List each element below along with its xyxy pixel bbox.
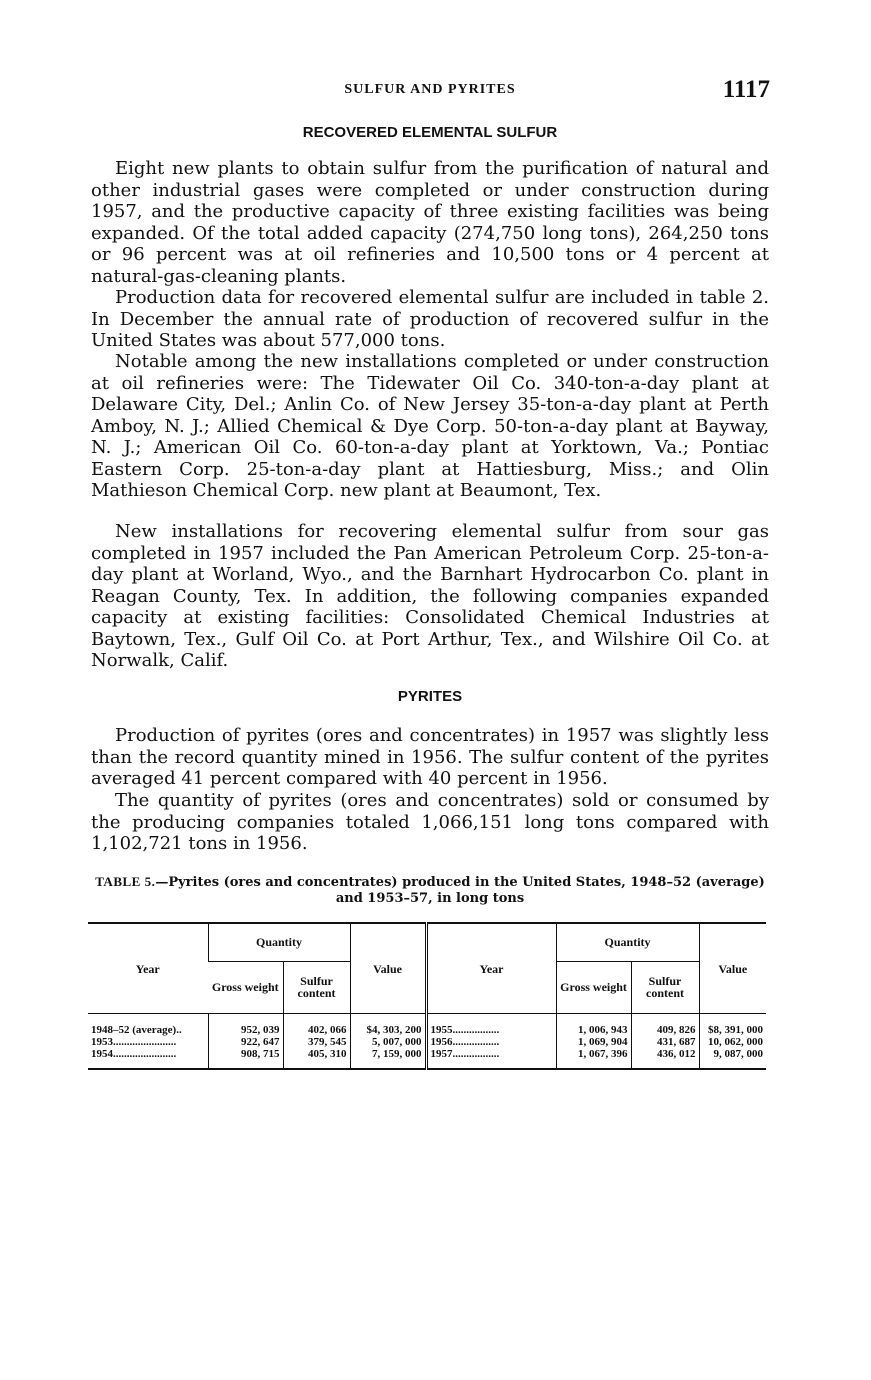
table-caption-lead: TABLE 5. bbox=[95, 874, 156, 889]
year-cell: 1957................. bbox=[426, 1048, 556, 1069]
sulfur-content-cell: 431, 687 bbox=[631, 1036, 699, 1048]
year-cell: 1953....................... bbox=[91, 1036, 177, 1048]
column-header-quantity: Quantity bbox=[556, 923, 699, 961]
gross-weight-cell: 908, 715 bbox=[208, 1048, 283, 1069]
year-cell: 1956................. bbox=[426, 1036, 556, 1048]
page-number: 1117 bbox=[722, 76, 770, 103]
gross-weight-cell: 952, 039 bbox=[208, 1024, 283, 1036]
value-cell: $8, 391, 000 bbox=[699, 1024, 766, 1036]
value-cell: 7, 159, 000 bbox=[350, 1048, 426, 1069]
paragraph: New installations for recovering elemental sulfur from sour gas completed in 1957 included the Pan American Petroleum Corp. 25-ton-a-day plant at Worland, Wyo., and the Barnhart Hydrocarbon Co. plant in Reagan County, Tex. In addition, the following companies expanded capacity at existing facilities: Consolidated Chemical Industries at Baytown, Tex., Gulf Oil Co. at Port Arthur, Tex., and Wilshire Oil Co. at Norwalk, Calif. bbox=[91, 521, 769, 671]
sulfur-content-cell: 409, 826 bbox=[631, 1024, 699, 1036]
running-title: SULFUR AND PYRITES bbox=[344, 82, 516, 97]
year-cell: 1954....................... bbox=[91, 1048, 177, 1060]
column-header-value: Value bbox=[350, 923, 426, 1013]
column-header-sulfur-content: Sulfur content bbox=[283, 961, 350, 1013]
gross-weight-cell: 1, 067, 396 bbox=[556, 1048, 631, 1069]
value-cell: $4, 303, 200 bbox=[350, 1024, 426, 1036]
table-row bbox=[88, 1036, 766, 1048]
value-cell: 5, 007, 000 bbox=[350, 1036, 426, 1048]
column-header-value: Value bbox=[699, 923, 766, 1013]
table-caption bbox=[90, 874, 770, 907]
column-header-sulfur-content: Sulfur content bbox=[631, 961, 699, 1013]
gross-weight-cell: 1, 006, 943 bbox=[556, 1024, 631, 1036]
paragraph: Eight new plants to obtain sulfur from the purification of natural and other industrial gases were completed or under construction during 1957, and the productive capacity of three existing facilities was being expanded. Of the total added capacity (274,750 long tons), 264,250 tons or 96 percent was at oil refineries and 10,500 tons or 4 percent at natural-gas-cleaning plants. bbox=[91, 158, 769, 287]
sulfur-content-cell: 402, 066 bbox=[283, 1024, 350, 1036]
table-row bbox=[88, 1048, 766, 1069]
section-heading-recovered-sulfur: RECOVERED ELEMENTAL SULFUR bbox=[302, 124, 558, 141]
sulfur-content-cell: 379, 545 bbox=[283, 1036, 350, 1048]
table-row bbox=[88, 1024, 766, 1036]
year-cell: 1948–52 (average).. bbox=[91, 1024, 182, 1036]
gross-weight-cell: 922, 647 bbox=[208, 1036, 283, 1048]
paragraph: Production data for recovered elemental sulfur are included in table 2. In December the annual rate of production of recovered sulfur in the United States was about 577,000 tons. bbox=[91, 287, 769, 351]
year-cell: 1955................. bbox=[426, 1024, 556, 1036]
paragraph: Notable among the new installations completed or under construction at oil refineries were: The Tidewater Oil Co. 340-ton-a-day plant at Delaware City, Del.; Anlin Co. of New Jersey 35-ton-a-day plant at Perth Amboy, N. J.; Allied Chemical & Dye Corp. 50-ton-a-day plant at Bayway, N. J.; American Oil Co. 60-ton-a-day plant at Yorktown, Va.; Pontiac Eastern Corp. 25-ton-a-day plant at Hattiesburg, Miss.; and Olin Mathieson Chemical Corp. new plant at Beaumont, Tex. bbox=[91, 351, 769, 501]
sulfur-content-cell: 436, 012 bbox=[631, 1048, 699, 1069]
column-header-gross-weight: Gross weight bbox=[208, 961, 283, 1013]
gross-weight-cell: 1, 069, 904 bbox=[556, 1036, 631, 1048]
column-header-year: Year bbox=[135, 961, 160, 976]
paragraph: The quantity of pyrites (ores and concentrates) sold or consumed by the producing companies totaled 1,066,151 long tons compared with 1,102,721 tons in 1956. bbox=[91, 790, 769, 854]
column-header-quantity: Quantity bbox=[208, 923, 350, 961]
value-cell: 10, 062, 000 bbox=[699, 1036, 766, 1048]
page-header bbox=[90, 76, 770, 106]
pyrites-production-table bbox=[88, 922, 766, 1070]
column-header-year: Year bbox=[426, 923, 556, 1013]
table-caption-text: —Pyrites (ores and concentrates) produced in the United States, 1948–52 (average) and 1953–57, in long tons bbox=[155, 875, 765, 906]
value-cell: 9, 087, 000 bbox=[699, 1048, 766, 1069]
sulfur-content-cell: 405, 310 bbox=[283, 1048, 350, 1069]
section-heading-pyrites: PYRITES bbox=[397, 688, 463, 705]
column-header-gross-weight: Gross weight bbox=[556, 961, 631, 1013]
paragraph: Production of pyrites (ores and concentrates) in 1957 was slightly less than the record quantity mined in 1956. The sulfur content of the pyrites averaged 41 percent compared with 40 percent in 1956. bbox=[91, 725, 769, 789]
